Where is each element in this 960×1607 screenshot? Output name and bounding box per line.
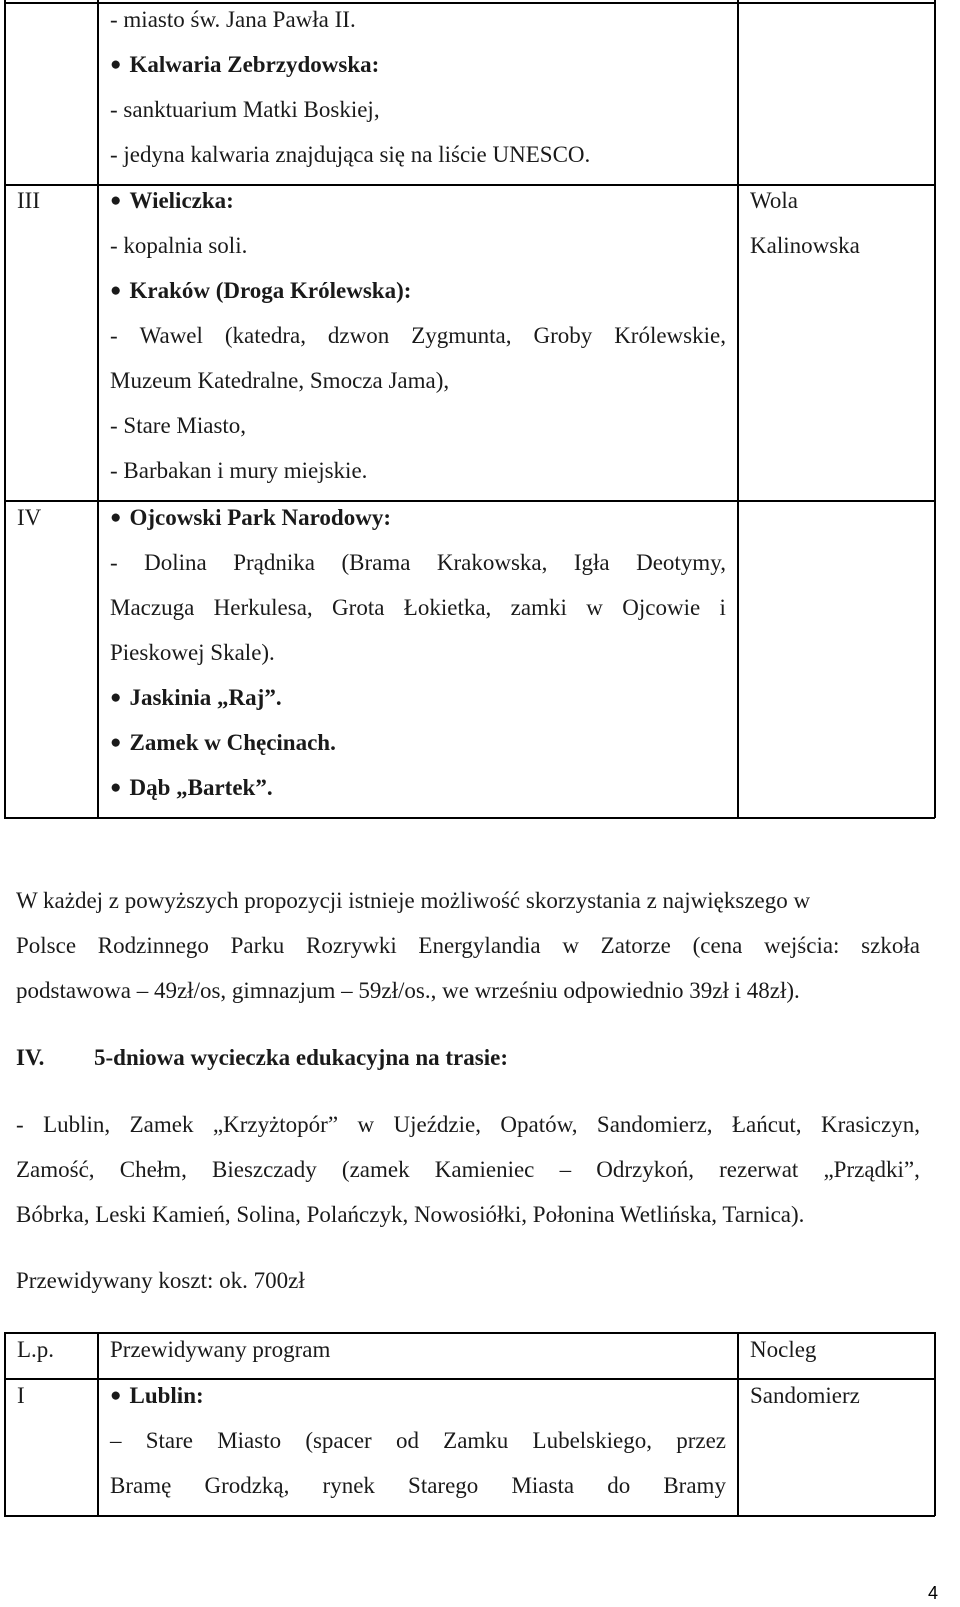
table1-nocleg-cell: Wola bbox=[750, 188, 798, 213]
table1-border-right bbox=[934, 0, 936, 818]
table2-nocleg-cell: Sandomierz bbox=[750, 1383, 860, 1408]
table1-nocleg-cell: Kalinowska bbox=[750, 233, 860, 258]
table1-line: Pieskowej Skale). bbox=[110, 640, 275, 665]
bullet-icon: ● bbox=[110, 507, 122, 528]
cost-line: Przewidywany koszt: ok. 700zł bbox=[16, 1268, 305, 1293]
bullet-icon: ● bbox=[110, 777, 122, 798]
table1-border-bottom bbox=[4, 817, 935, 819]
table1-line: - Stare Miasto, bbox=[110, 413, 247, 438]
table1-line: - Dolina Prądnika (Brama Krakowska, Igła Deotymy, bbox=[110, 550, 726, 575]
table1-line: - Wawel (katedra, dzwon Zygmunta, Groby Królewskie, bbox=[110, 323, 726, 348]
table2-border-left bbox=[4, 1332, 6, 1516]
bullet-icon: ● bbox=[110, 1385, 122, 1406]
table1-line: ● Dąb „Bartek”. bbox=[110, 775, 273, 800]
bullet-icon: ● bbox=[110, 687, 122, 708]
table2-header-lp: L.p. bbox=[17, 1337, 55, 1362]
table2-line: Bramę Grodzką, rynek Starego Miasta do Bramy bbox=[110, 1473, 726, 1498]
bullet-icon: ● bbox=[110, 190, 122, 211]
table2-border-col2 bbox=[737, 1332, 739, 1516]
table2-lp-cell: I bbox=[17, 1383, 25, 1408]
table1-line: ● Ojcowski Park Narodowy: bbox=[110, 505, 391, 530]
table2-header-program: Przewidywany program bbox=[110, 1337, 331, 1362]
table1-border-col2 bbox=[737, 0, 739, 818]
table1-line: ● Kalwaria Zebrzydowska: bbox=[110, 52, 380, 77]
table1-line: - jedyna kalwaria znajdująca się na liście UNESCO. bbox=[110, 142, 591, 167]
table1-line: ● Kraków (Droga Królewska): bbox=[110, 278, 412, 303]
bullet-icon: ● bbox=[110, 732, 122, 753]
page-number: 4 bbox=[927, 1583, 938, 1603]
route-line: Zamość, Chełm, Bieszczady (zamek Kamieniec – Odrzykoń, rezerwat „Prządki”, bbox=[16, 1157, 920, 1182]
bullet-icon: ● bbox=[110, 280, 122, 301]
table2-border-right bbox=[934, 1332, 936, 1516]
table1-line: ● Jaskinia „Raj”. bbox=[110, 685, 282, 710]
section-number: IV. bbox=[16, 1045, 45, 1070]
paragraph-line: Polsce Rodzinnego Parku Rozrywki Energylandia w Zatorze (cena wejścia: szkoła bbox=[16, 933, 920, 958]
table1-line: ● Wieliczka: bbox=[110, 188, 234, 213]
table2-line: ● Lublin: bbox=[110, 1383, 204, 1408]
table2-header-nocleg: Nocleg bbox=[750, 1337, 817, 1362]
table1-line: - Barbakan i mury miejskie. bbox=[110, 458, 368, 483]
bullet-icon: ● bbox=[110, 54, 122, 75]
table1-line: ● Zamek w Chęcinach. bbox=[110, 730, 336, 755]
table1-border-left bbox=[4, 0, 6, 818]
section-title: 5-dniowa wycieczka edukacyjna na trasie: bbox=[94, 1045, 508, 1070]
table1-lp-cell: IV bbox=[17, 505, 42, 530]
table1-line: Maczuga Herkulesa, Grota Łokietka, zamki w Ojcowie i bbox=[110, 595, 726, 620]
route-line: Bóbrka, Leski Kamień, Solina, Polańczyk, Nowosiółki, Połonina Wetlińska, Tarnica). bbox=[16, 1202, 805, 1227]
route-line: - Lublin, Zamek „Krzyżtopór” w Ujeździe, Opatów, Sandomierz, Łańcut, Krasiczyn, bbox=[16, 1112, 920, 1137]
table2-line: – Stare Miasto (spacer od Zamku Lubelskiego, przez bbox=[110, 1428, 726, 1453]
table1-border-col1 bbox=[97, 0, 99, 818]
table1-line: - miasto św. Jana Pawła II. bbox=[110, 7, 356, 32]
table1-lp-cell: III bbox=[17, 188, 40, 213]
paragraph-line: podstawowa – 49zł/os, gimnazjum – 59zł/os., we wrześniu odpowiednio 39zł i 48zł). bbox=[16, 978, 800, 1003]
table2-border-col1 bbox=[97, 1332, 99, 1516]
paragraph-line: W każdej z powyższych propozycji istnieje możliwość skorzystania z największego w bbox=[16, 888, 811, 913]
table1-line: - kopalnia soli. bbox=[110, 233, 248, 258]
table2-border-bottom bbox=[4, 1515, 935, 1517]
table1-line: - sanktuarium Matki Boskiej, bbox=[110, 97, 380, 122]
table1-line: Muzeum Katedralne, Smocza Jama), bbox=[110, 368, 450, 393]
